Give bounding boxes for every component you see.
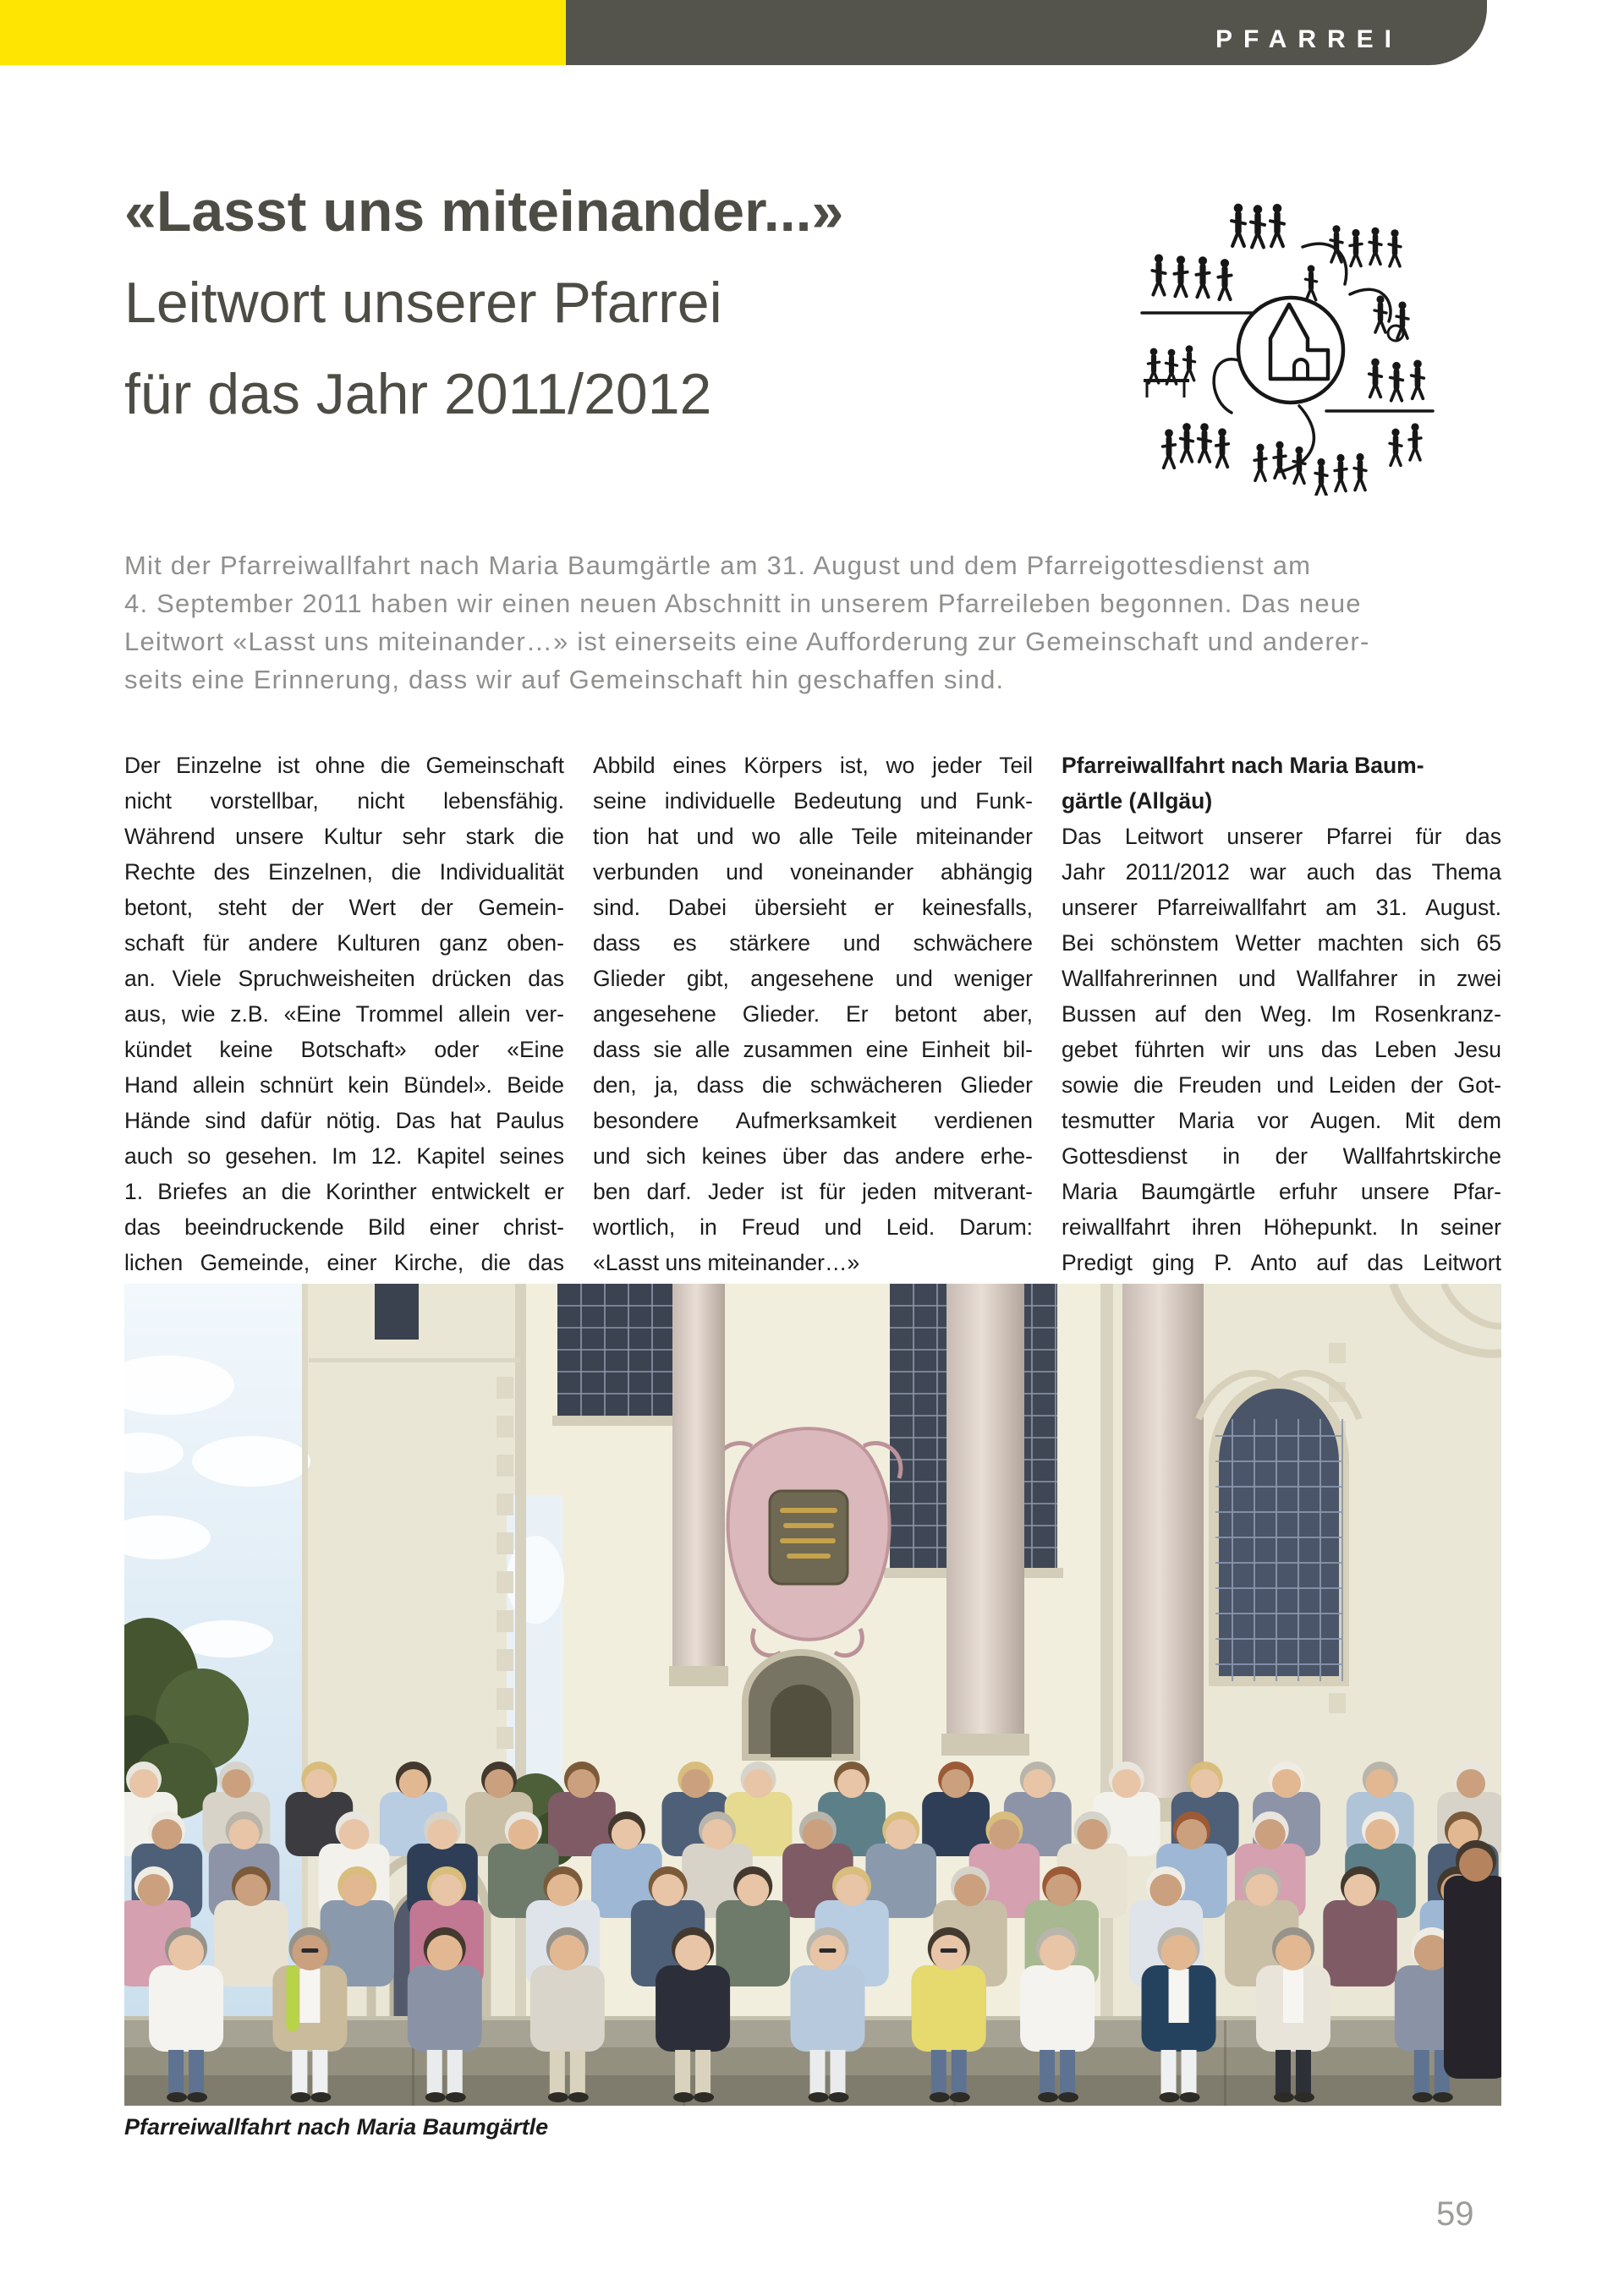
body-column-1: Der Einzelne ist ohne die Gemeinschaft nicht vorstellbar, nicht lebensfähig. Während unsere Kultur sehr stark die Rechte des Einzelnen, die Individualität betont, steht der Wert der Gemein- schaft für andere Kulturen ganz oben- an. Viele Spruchweisheiten drücken das aus, wie z.B. «Eine Trommel allein ver- kündet keine Botschaft» oder «Eine Hand allein schnürt kein Bündel». Beide Hände sind dafür nötig. Das hat Paulus auch so gesehen. Im 12. Kapitel seines 1. Briefes an die Korinther entwickelt er das beeindruckende Bild einer christ- lichen Gemeinde, einer Kirche, die das	[124, 753, 564, 1275]
pilgrimage-group-photo-image	[124, 1284, 1501, 2106]
article-title-line2: Leitwort unserer Pfarrei	[124, 271, 722, 335]
body-columns	[124, 748, 1501, 1280]
photo-caption: Pfarreiwallfahrt nach Maria Baumgärtle	[124, 2114, 549, 2140]
community-around-church-illustration	[1137, 184, 1441, 496]
church-community-logo-icon	[1137, 184, 1441, 496]
section-label: PFARREI	[1215, 25, 1402, 53]
group-photo	[124, 1284, 1501, 2106]
body-column-2: Abbild eines Körpers ist, wo jeder Teil seine individuelle Bedeutung und Funk- tion hat und wo alle Teile miteinander verbunden und voneinander abhängig sind. Dabei übersieht er keinesfalls, dass es stärkere und schwächere Glieder gibt, angesehene und weniger angesehene Glieder. Er betont aber, dass sie alle zusammen eine Einheit bil- den, ja, dass die schwächeren Glieder besondere Aufmerksamkeit verdienen und sich keines über das andere erhe- ben darf. Jeder ist für jeden mitverant- wortlich, in Freud und Leid. Darum: «Lasst uns miteinander…»	[593, 753, 1033, 1275]
column-heading: Pfarreiwallfahrt nach Maria Baum- gärtle (Allgäu)	[1062, 753, 1424, 814]
article-title-line3: für das Jahr 2011/2012	[124, 362, 712, 426]
article-title	[124, 166, 843, 440]
article-title-line1: «Lasst uns miteinander...»	[124, 179, 844, 244]
header-bar	[566, 0, 1487, 65]
body-column-3-text: Das Leitwort unserer Pfarrei für das Jahr 2011/2012 war auch das Thema unserer Pfarreiwallfahrt am 31. August. Bei schönstem Wetter machten sich 65 Wallfahrerinnen und Wallfahrer in zwei Bussen auf den Weg. Im Rosenkranz- gebet führten wir uns das Leben Jesu sowie die Freuden und Leiden der Got- tesmutter Maria vor Augen. Mit dem Gottesdienst in der Wallfahrtskirche Maria Baumgärtle erfuhr unsere Pfar- reiwallfahrt ihren Höhepunkt. In seiner Predigt ging P. Anto auf das Leitwort	[1062, 824, 1501, 1275]
page-number: 59	[1436, 2195, 1474, 2233]
accent-yellow-block	[0, 0, 566, 65]
lead-paragraph: Mit der Pfarreiwallfahrt nach Maria Baumgärtle am 31. August und dem Pfarreigottesdienst am 4. September 2011 haben wir einen neuen Abschnitt in unserem Pfarreileben begonnen. Das neue Leitwort «Lasst uns miteinander…» ist einerseits eine Aufforderung zur Gemeinschaft und anderer- seits eine Erinnerung, dass wir auf Gemeinschaft hin geschaffen sind.	[124, 551, 1370, 694]
body-column-3	[1062, 748, 1501, 1280]
